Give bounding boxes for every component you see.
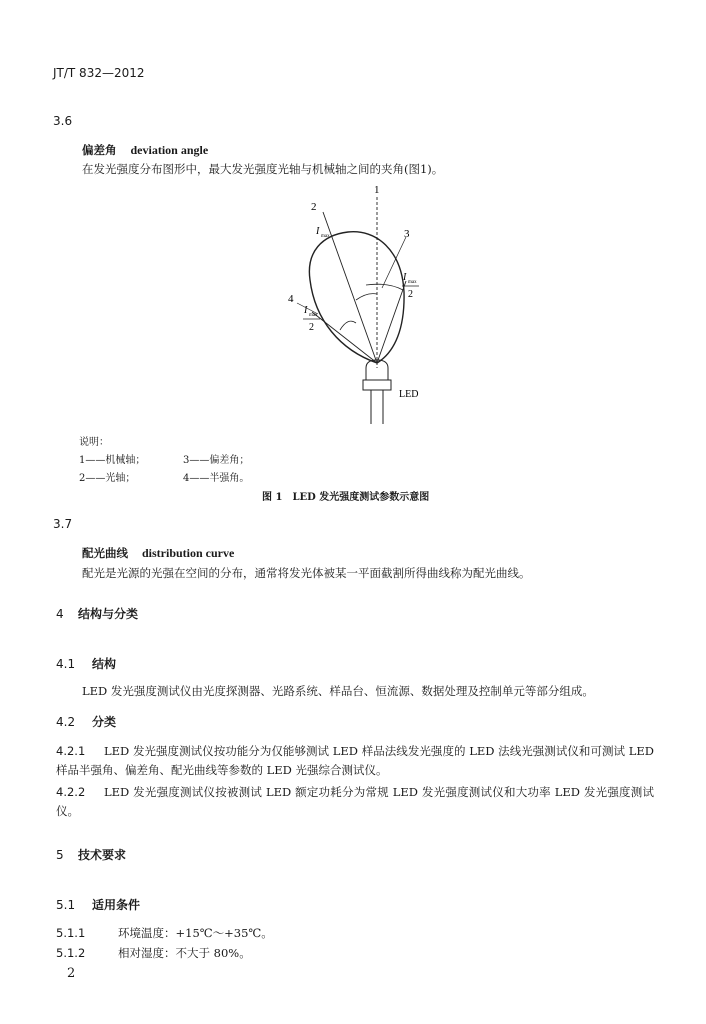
label-half-left-sub: max	[309, 313, 318, 318]
section-text: 相对湿度：不大于 80%。	[118, 946, 251, 960]
distribution-curve-lobe	[309, 232, 404, 363]
section-title: 结构与分类	[78, 607, 139, 621]
section-3-7-number: 3.7	[53, 517, 73, 531]
deviation-angle-arc	[356, 294, 377, 300]
term-cn: 配光曲线	[82, 546, 128, 560]
section-5-1-2-line	[56, 944, 251, 963]
legend-item-3: 3——偏差角；	[183, 455, 250, 466]
label-half-left-num: I	[304, 305, 308, 316]
legend-item-2: 2——光轴；	[79, 473, 136, 484]
section-text: LED 发光强度测试仪按功能分为仅能够测试 LED 样品法线发光强度的 LED 法线光强测试仪和可测试 LED 样品半强角、偏差角、配光曲线等参数的 LED 光强综合测试仪。	[56, 744, 654, 777]
section-text: 环境温度：+15℃～+35℃。	[118, 926, 273, 940]
label-imax-sub: max	[321, 234, 330, 239]
label-imax: I	[316, 226, 320, 237]
legend-item-4: 4——半强角。	[183, 473, 250, 484]
section-5-1-1-line	[56, 924, 273, 943]
label-half-right-num: I	[403, 272, 407, 283]
section-5-1-heading	[56, 896, 140, 913]
section-number: 4.2.1	[56, 744, 86, 758]
legend-title: 说明：	[79, 437, 109, 448]
label-3: 3	[404, 228, 410, 240]
section-number: 5.1.1	[56, 926, 86, 940]
section-number: 4.2.2	[56, 785, 86, 799]
half-angle-arc-left	[340, 321, 356, 330]
term-en: distribution curve	[142, 546, 235, 560]
section-4-1-heading	[56, 655, 116, 672]
half-angle-arc-right	[366, 284, 403, 290]
figure-1-diagram	[270, 180, 440, 430]
label-led: LED	[399, 389, 419, 400]
section-3-6-number: 3.6	[53, 114, 73, 128]
term-distribution-curve	[82, 545, 234, 561]
half-intensity-line-left	[312, 312, 377, 363]
section-number: 4.1	[56, 657, 76, 671]
document-code-header: JT/T 832—2012	[53, 66, 145, 80]
page-number: 2	[67, 966, 76, 981]
section-4-heading	[56, 605, 138, 622]
section-4-1-text: LED 发光强度测试仪由光度探测器、光路系统、样品台、恒流源、数据处理及控制单元等部分组成。	[82, 684, 594, 698]
section-4-2-heading	[56, 713, 116, 730]
term-deviation-angle	[82, 142, 208, 158]
section-title: 技术要求	[78, 848, 127, 862]
term-cn: 偏差角	[82, 143, 117, 157]
label-4: 4	[288, 293, 294, 305]
section-number: 5.1.2	[56, 946, 86, 960]
led-base	[363, 380, 391, 390]
definition-deviation-angle: 在发光强度分布图形中，最大发光强度光轴与机械轴之间的夹角(图1)。	[82, 162, 444, 176]
section-text: LED 发光强度测试仪按被测试 LED 额定功耗分为常规 LED 发光强度测试仪和大功率 LED 发光强度测试仪。	[56, 785, 654, 818]
section-number: 4	[56, 607, 64, 621]
section-number: 4.2	[56, 715, 76, 729]
section-title: 结构	[92, 657, 117, 671]
label-half-right-den: 2	[408, 289, 413, 300]
section-5-heading	[56, 846, 126, 863]
figure-1-caption: 图 1 LED 发光强度测试参数示意图	[262, 492, 430, 503]
legend-item-1: 1——机械轴；	[79, 455, 146, 466]
label-half-right-sub: max	[408, 280, 417, 285]
label-2: 2	[311, 201, 317, 213]
section-number: 5.1	[56, 898, 76, 912]
section-4-2-1-paragraph	[56, 742, 654, 780]
definition-distribution-curve: 配光是光源的光强在空间的分布，通常将发光体被某一平面截割所得曲线称为配光曲线。	[82, 566, 531, 580]
section-number: 5	[56, 848, 64, 862]
term-en: deviation angle	[130, 143, 209, 157]
section-4-2-2-paragraph	[56, 783, 654, 821]
label-half-left-den: 2	[309, 322, 314, 333]
label-1: 1	[374, 184, 380, 196]
section-title: 适用条件	[92, 898, 141, 912]
section-title: 分类	[92, 715, 117, 729]
